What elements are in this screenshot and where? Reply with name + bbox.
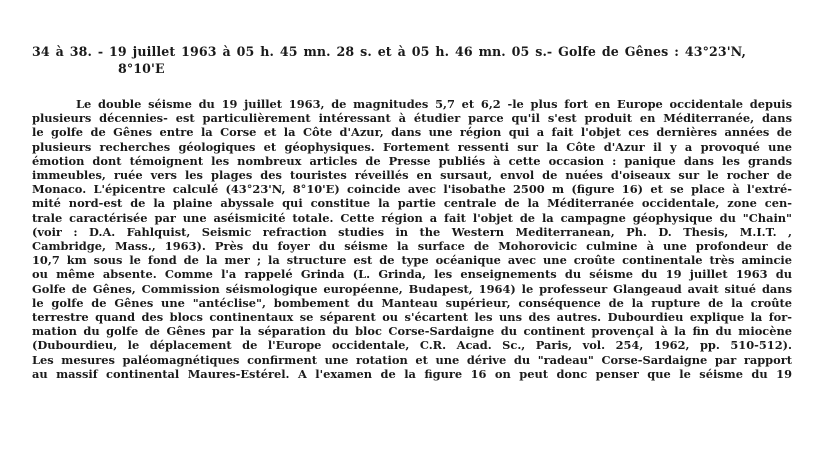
entry-heading — [32, 43, 812, 77]
paragraph-line: (Dubourdieu, le déplacement de l'Europe occidentale, C.R. Acad. Sc., Paris, vol. 254, 1962, pp. 510-512). — [32, 338, 792, 353]
paragraph-line: émotion dont témoignent les nombreux articles de Presse publiés à cette occasion : panique dans les grands — [32, 153, 792, 168]
entry-heading-line-1: 34 à 38. - 19 juillet 1963 à 05 h. 45 mn. 28 s. et à 05 h. 46 mn. 05 s.- Golfe de Gênes : 43°23'N, — [32, 44, 746, 59]
paragraph-line: Golfe de Gênes, Commission séismologique européenne, Budapest, 1964) le professeur Glangeaud avait situé dans — [32, 281, 792, 296]
paragraph-line: (voir : D.A. Fahlquist, Seismic refraction studies in the Western Mediterranean, Ph. D. Thesis, M.I.T. , — [32, 224, 792, 239]
paragraph-line: mation du golfe de Gênes par la séparation du bloc Corse-Sardaigne du continent provençal à la fin du miocène — [32, 324, 792, 339]
paragraph-line: mité nord-est de la plaine abyssale qui constitue la partie centrale de la Méditerranée occidentale, zone cen- — [32, 196, 792, 211]
paragraph-line: ou même absente. Comme l'a rappelé Grinda (L. Grinda, les enseignements du séisme du 19 juillet 1963 du — [32, 267, 792, 282]
paragraph-line: plusieurs recherches géologiques et géophysiques. Fortement ressenti sur la Côte d'Azur il y a provoqué une — [32, 139, 792, 154]
paragraph-line: 10,7 km sous le fond de la mer ; la structure est de type océanique avec une croûte continentale très amincie — [32, 253, 792, 268]
paragraph-line: Monaco. L'épicentre calculé (43°23'N, 8°10'E) coincide avec l'isobathe 2500 m (figure 16) et se place à l'extré- — [32, 182, 792, 197]
paragraph-line: le golfe de Gênes entre la Corse et la Côte d'Azur, dans une région qui a fait l'objet ces dernières années de — [32, 125, 792, 140]
paragraph-line: terrestre quand des blocs continentaux se séparent ou s'écartent les uns des autres. Dubourdieu explique la for- — [32, 310, 792, 325]
body-paragraph — [32, 97, 792, 381]
paragraph-line: immeubles, ruée vers les plages des touristes réveillés en sursaut, envol de nuées d'oiseaux sur le rocher de — [32, 168, 792, 183]
paragraph-line: trale caractérisée par une aséismicité totale. Cette région a fait l'objet de la campagne géophysique du "Chain" — [32, 210, 792, 225]
paragraph-line: au massif continental Maures-Estérel. A l'examen de la figure 16 on peut donc penser que le séisme du 19 — [32, 366, 792, 381]
paragraph-line: Cambridge, Mass., 1963). Près du foyer du séisme la surface de Mohorovicic culmine à une profondeur de — [32, 239, 792, 254]
entry-heading-line-2: 8°10'E — [118, 61, 165, 76]
paragraph-line: plusieurs décennies- est particulièrement intéressant à étudier parce qu'il s'est produit en Méditerranée, dans — [32, 111, 792, 126]
paragraph-line: Les mesures paléomagnétiques confirment une rotation et une dérive du "radeau" Corse-Sardaigne par rapport — [32, 352, 792, 367]
paragraph-line: Le double séisme du 19 juillet 1963, de magnitudes 5,7 et 6,2 -le plus fort en Europe occidentale depuis — [76, 97, 792, 111]
paragraph-line: le golfe de Gênes une "antéclise", bombement du Manteau supérieur, conséquence de la rupture de la croûte — [32, 295, 792, 310]
